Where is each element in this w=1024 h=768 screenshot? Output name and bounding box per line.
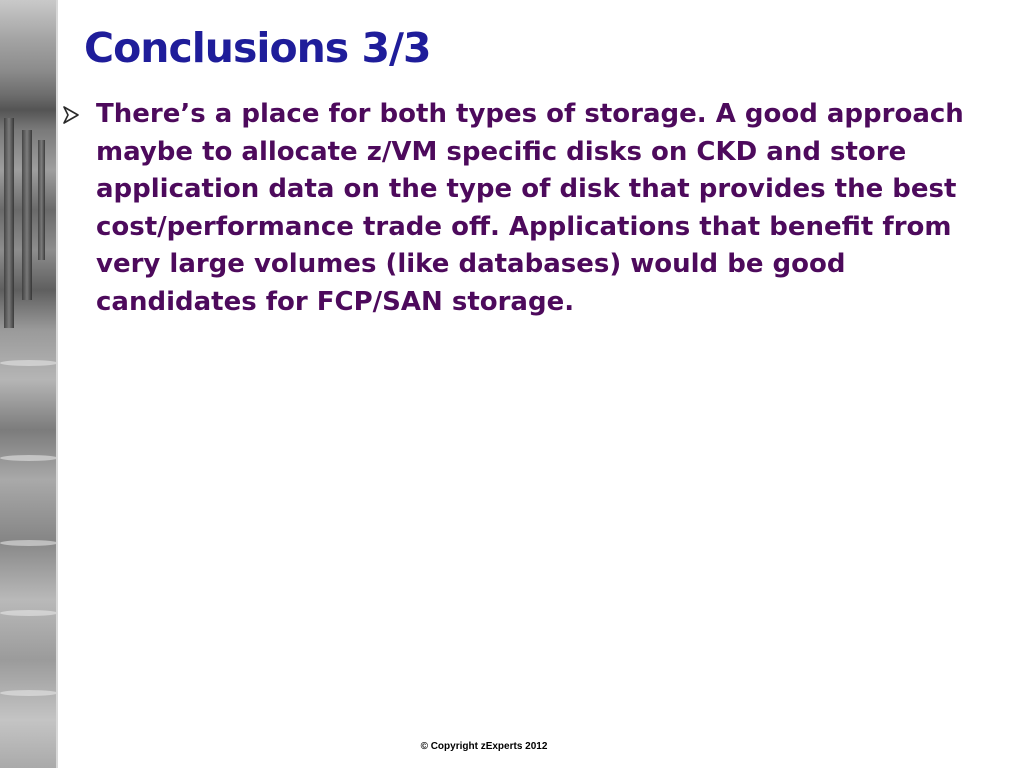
wave-graphic (0, 455, 58, 461)
wave-graphic (0, 360, 58, 366)
slide-title: Conclusions 3/3 (84, 24, 431, 72)
pier-post-graphic (38, 140, 45, 260)
wave-graphic (0, 690, 58, 696)
wave-graphic (0, 540, 58, 546)
arrow-bullet-icon (62, 96, 96, 124)
bullet-item (62, 96, 982, 321)
bullet-text: There’s a place for both types of storage. A good approach maybe to allocate z/VM specific disks on CKD and store application data on the type of disk that provides the best cost/performance trade off. Applications that benefit from very large volumes (like databases) would be good candidates for FCP/SAN storage. (96, 99, 964, 317)
copyright-text: © Copyright zExperts 2012 (420, 741, 548, 752)
pier-post-graphic (22, 130, 32, 300)
wave-graphic (0, 610, 58, 616)
copyright-footer (0, 741, 1024, 752)
strip-edge (56, 0, 58, 768)
pier-post-graphic (4, 118, 14, 328)
decorative-side-image (0, 0, 58, 768)
